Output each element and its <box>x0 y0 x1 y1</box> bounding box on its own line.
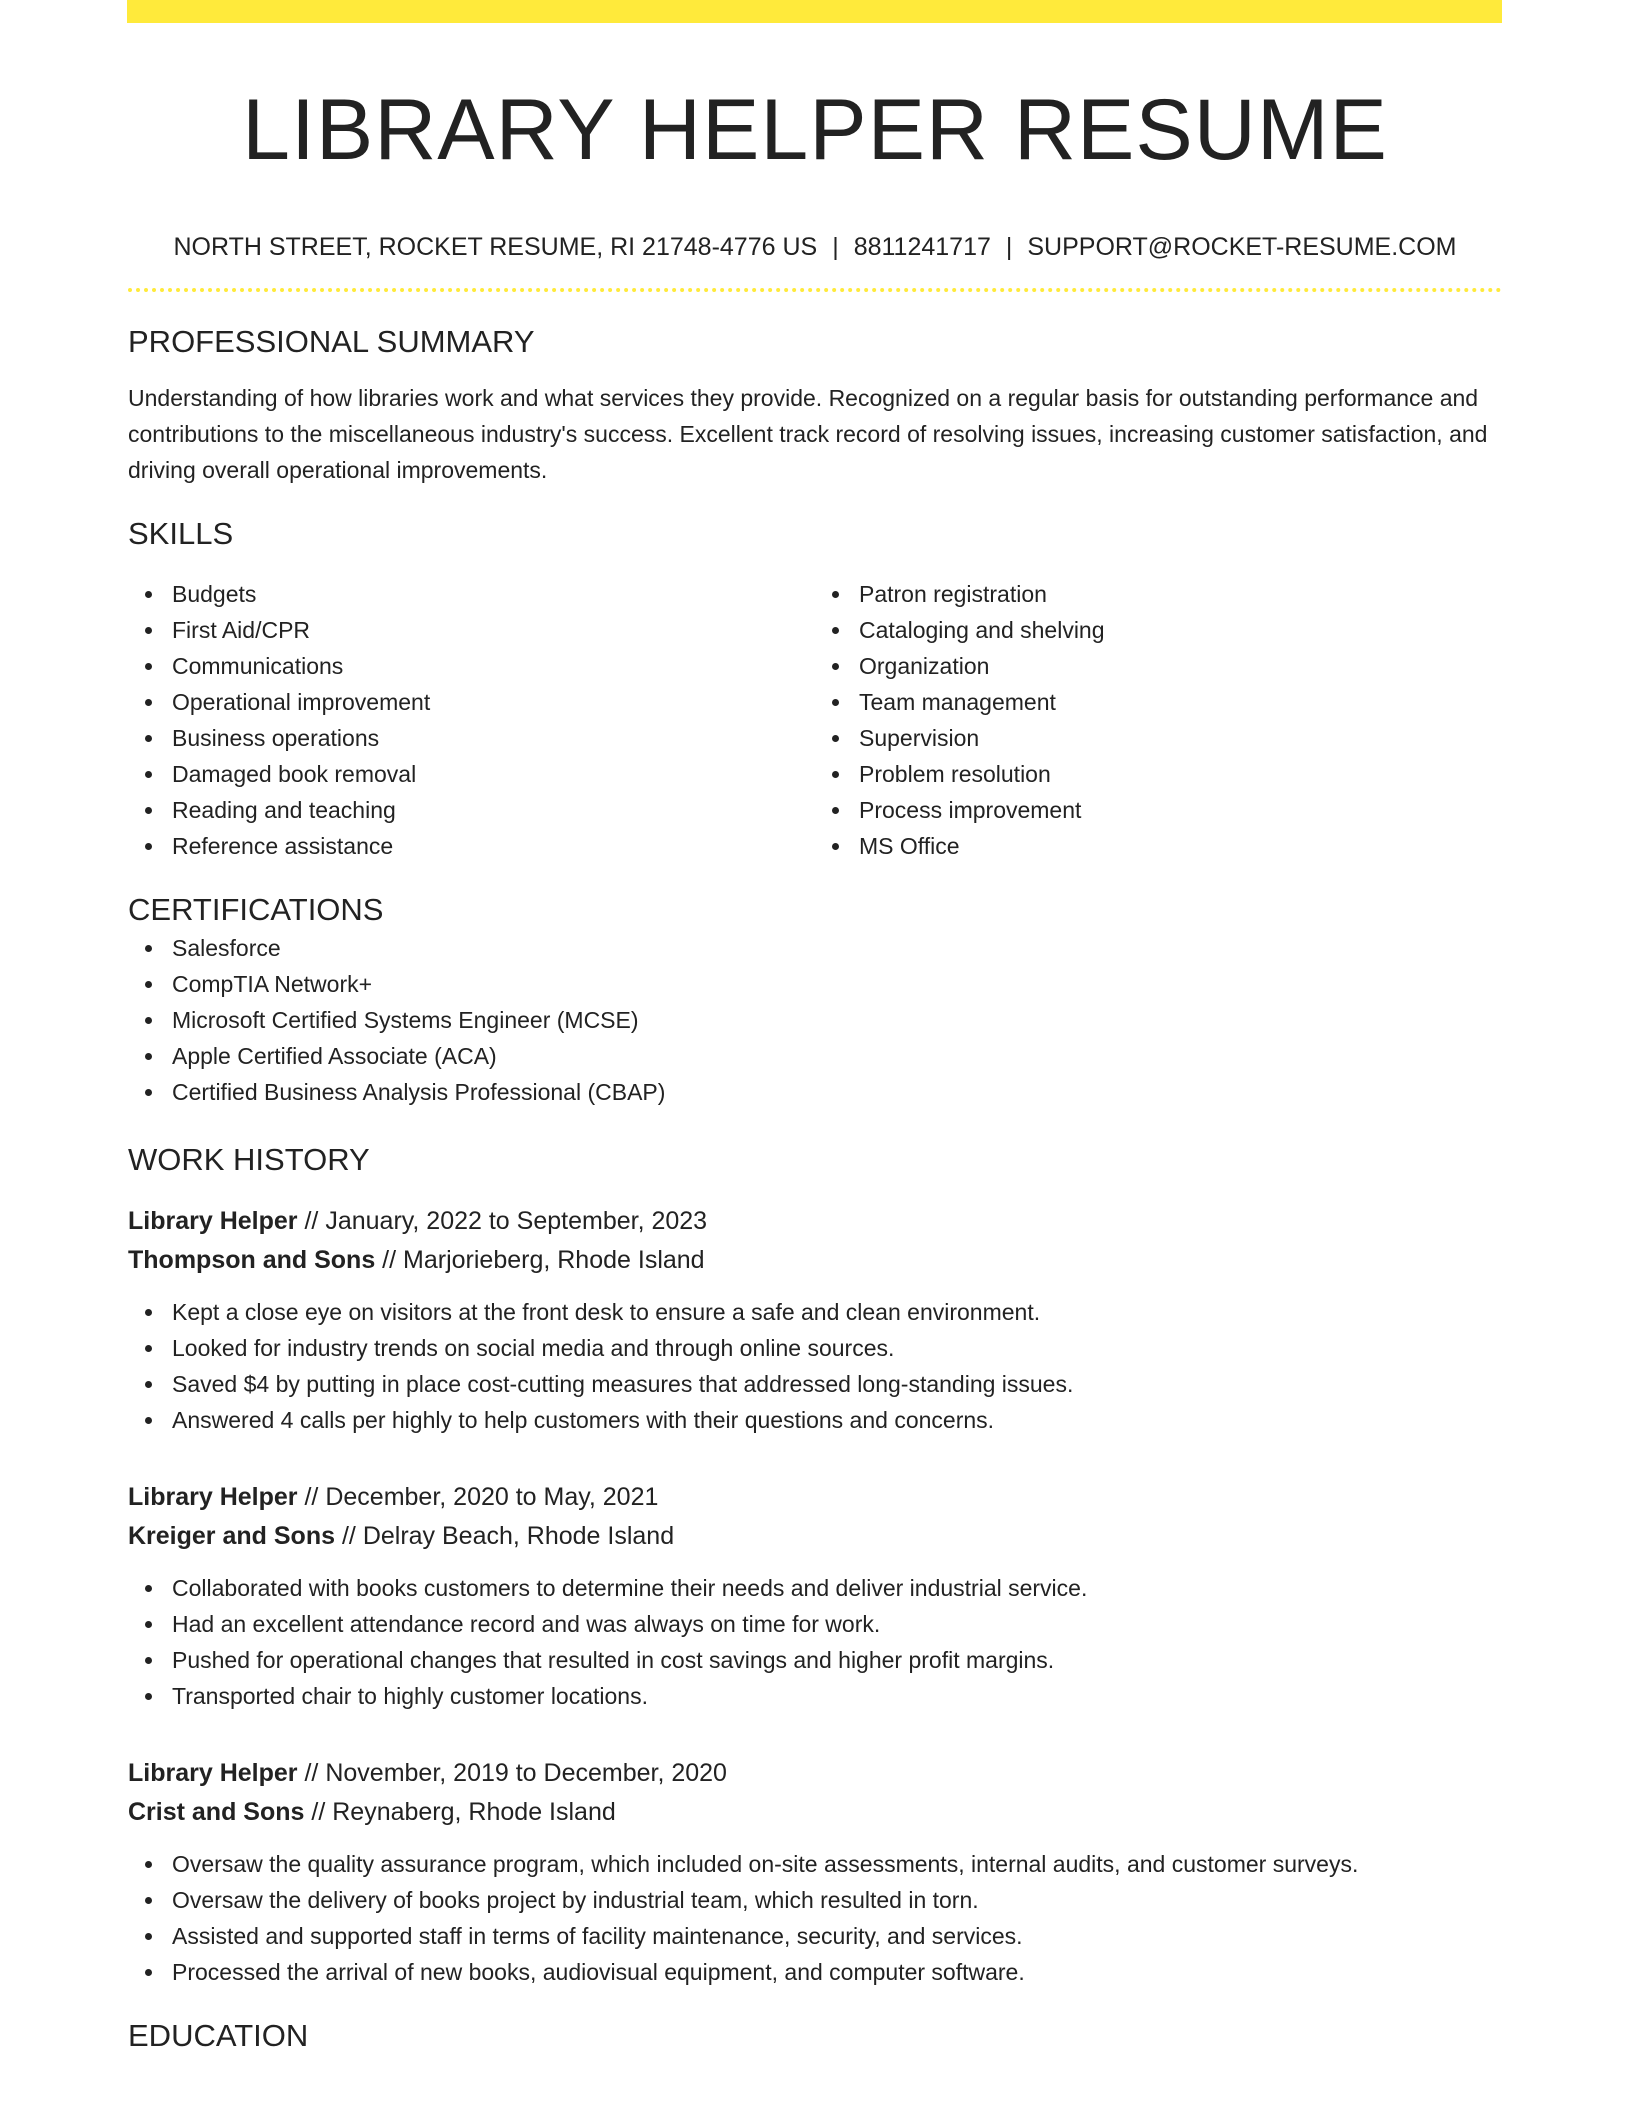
job-company-line <box>128 1517 1502 1556</box>
certification-item: Apple Certified Associate (ACA) <box>172 1038 1502 1074</box>
skill-item: MS Office <box>859 828 1502 864</box>
certification-item: Salesforce <box>172 930 1502 966</box>
job-bullet: Saved $4 by putting in place cost-cutting measures that addressed long-standing issues. <box>172 1366 1502 1402</box>
certification-item: Microsoft Certified Systems Engineer (MCSE) <box>172 1002 1502 1038</box>
job-bullet: Transported chair to highly customer locations. <box>172 1678 1502 1714</box>
job-location: Marjorieberg, Rhode Island <box>403 1246 705 1274</box>
job-bullet: Kept a close eye on visitors at the front desk to ensure a safe and clean environment. <box>172 1294 1502 1330</box>
job-divider: // <box>382 1246 397 1274</box>
job-title-line <box>128 1478 1502 1517</box>
job-bullets <box>128 1846 1502 1990</box>
job-bullet: Assisted and supported staff in terms of facility maintenance, security, and services. <box>172 1918 1502 1954</box>
skill-item: Organization <box>859 648 1502 684</box>
job-divider: // <box>311 1798 326 1826</box>
job-dates: January, 2022 to September, 2023 <box>325 1207 708 1235</box>
contact-line <box>128 232 1502 262</box>
job-company-line <box>128 1793 1502 1832</box>
certification-item: CompTIA Network+ <box>172 966 1502 1002</box>
contact-address: NORTH STREET, ROCKET RESUME, RI 21748-4776 US <box>173 233 818 261</box>
job-company: Crist and Sons <box>128 1798 305 1826</box>
page-title: LIBRARY HELPER RESUME <box>242 82 1388 178</box>
skill-item: Damaged book removal <box>172 756 815 792</box>
skills-list-right <box>815 576 1502 864</box>
skill-item: Cataloging and shelving <box>859 612 1502 648</box>
certifications-heading: CERTIFICATIONS <box>128 892 384 927</box>
job-bullet: Answered 4 calls per highly to help customers with their questions and concerns. <box>172 1402 1502 1438</box>
accent-top-bar <box>127 0 1502 23</box>
skill-item: Budgets <box>172 576 815 612</box>
job-bullet: Oversaw the delivery of books project by industrial team, which resulted in torn. <box>172 1882 1502 1918</box>
skill-item: Problem resolution <box>859 756 1502 792</box>
work-history-heading: WORK HISTORY <box>128 1142 370 1177</box>
skills-heading: SKILLS <box>128 516 234 551</box>
contact-separator: | <box>1005 233 1013 261</box>
skill-item: Reference assistance <box>172 828 815 864</box>
skill-item: Supervision <box>859 720 1502 756</box>
job-dates: December, 2020 to May, 2021 <box>325 1483 659 1511</box>
job-bullet: Pushed for operational changes that resulted in cost savings and higher profit margins. <box>172 1642 1502 1678</box>
job-divider: // <box>304 1207 319 1235</box>
skills-list-left <box>128 576 815 864</box>
job-divider: // <box>304 1483 319 1511</box>
job-bullet: Oversaw the quality assurance program, which included on-site assessments, internal audits, and customer surveys. <box>172 1846 1502 1882</box>
job-title: Library Helper <box>128 1483 298 1511</box>
job-title: Library Helper <box>128 1207 298 1235</box>
job-location: Reynaberg, Rhode Island <box>332 1798 616 1826</box>
job-entry <box>128 1202 1502 1438</box>
contact-separator: | <box>832 233 839 261</box>
job-bullet: Collaborated with books customers to determine their needs and deliver industrial service. <box>172 1570 1502 1606</box>
skills-columns <box>128 576 1502 864</box>
summary-text: Understanding of how libraries work and what services they provide. Recognized on a regular basis for outstanding performance and contributions to the miscellaneous industry's success. Excellent track record of resolving issues, increasing customer satisfaction, and driving overall operational improvements. <box>128 385 1488 483</box>
job-bullets <box>128 1570 1502 1714</box>
job-entry <box>128 1478 1502 1714</box>
job-title-line <box>128 1754 1502 1793</box>
skill-item: Operational improvement <box>172 684 815 720</box>
skill-item: Communications <box>172 648 815 684</box>
job-bullets <box>128 1294 1502 1438</box>
job-title: Library Helper <box>128 1759 298 1787</box>
dotted-divider <box>128 288 1502 292</box>
job-entry <box>128 1754 1502 1990</box>
skill-item: First Aid/CPR <box>172 612 815 648</box>
skill-item: Business operations <box>172 720 815 756</box>
skill-item: Process improvement <box>859 792 1502 828</box>
job-company: Thompson and Sons <box>128 1246 376 1274</box>
summary-heading: PROFESSIONAL SUMMARY <box>128 324 535 359</box>
contact-phone: 8811241717 <box>853 233 991 261</box>
certifications-list <box>128 930 1502 1110</box>
job-divider: // <box>304 1759 319 1787</box>
certification-item: Certified Business Analysis Professional (CBAP) <box>172 1074 1502 1110</box>
job-bullet: Had an excellent attendance record and was always on time for work. <box>172 1606 1502 1642</box>
job-location: Delray Beach, Rhode Island <box>362 1522 675 1550</box>
contact-email: SUPPORT@ROCKET-RESUME.COM <box>1027 233 1457 261</box>
skill-item: Patron registration <box>859 576 1502 612</box>
education-heading: EDUCATION <box>128 2018 309 2053</box>
job-company-line <box>128 1241 1502 1280</box>
job-bullet: Looked for industry trends on social media and through online sources. <box>172 1330 1502 1366</box>
job-bullet: Processed the arrival of new books, audiovisual equipment, and computer software. <box>172 1954 1502 1990</box>
job-title-line <box>128 1202 1502 1241</box>
job-divider: // <box>341 1522 356 1550</box>
resume-content <box>128 80 1502 2056</box>
job-company: Kreiger and Sons <box>128 1522 335 1550</box>
skill-item: Team management <box>859 684 1502 720</box>
skill-item: Reading and teaching <box>172 792 815 828</box>
job-dates: November, 2019 to December, 2020 <box>325 1759 727 1787</box>
